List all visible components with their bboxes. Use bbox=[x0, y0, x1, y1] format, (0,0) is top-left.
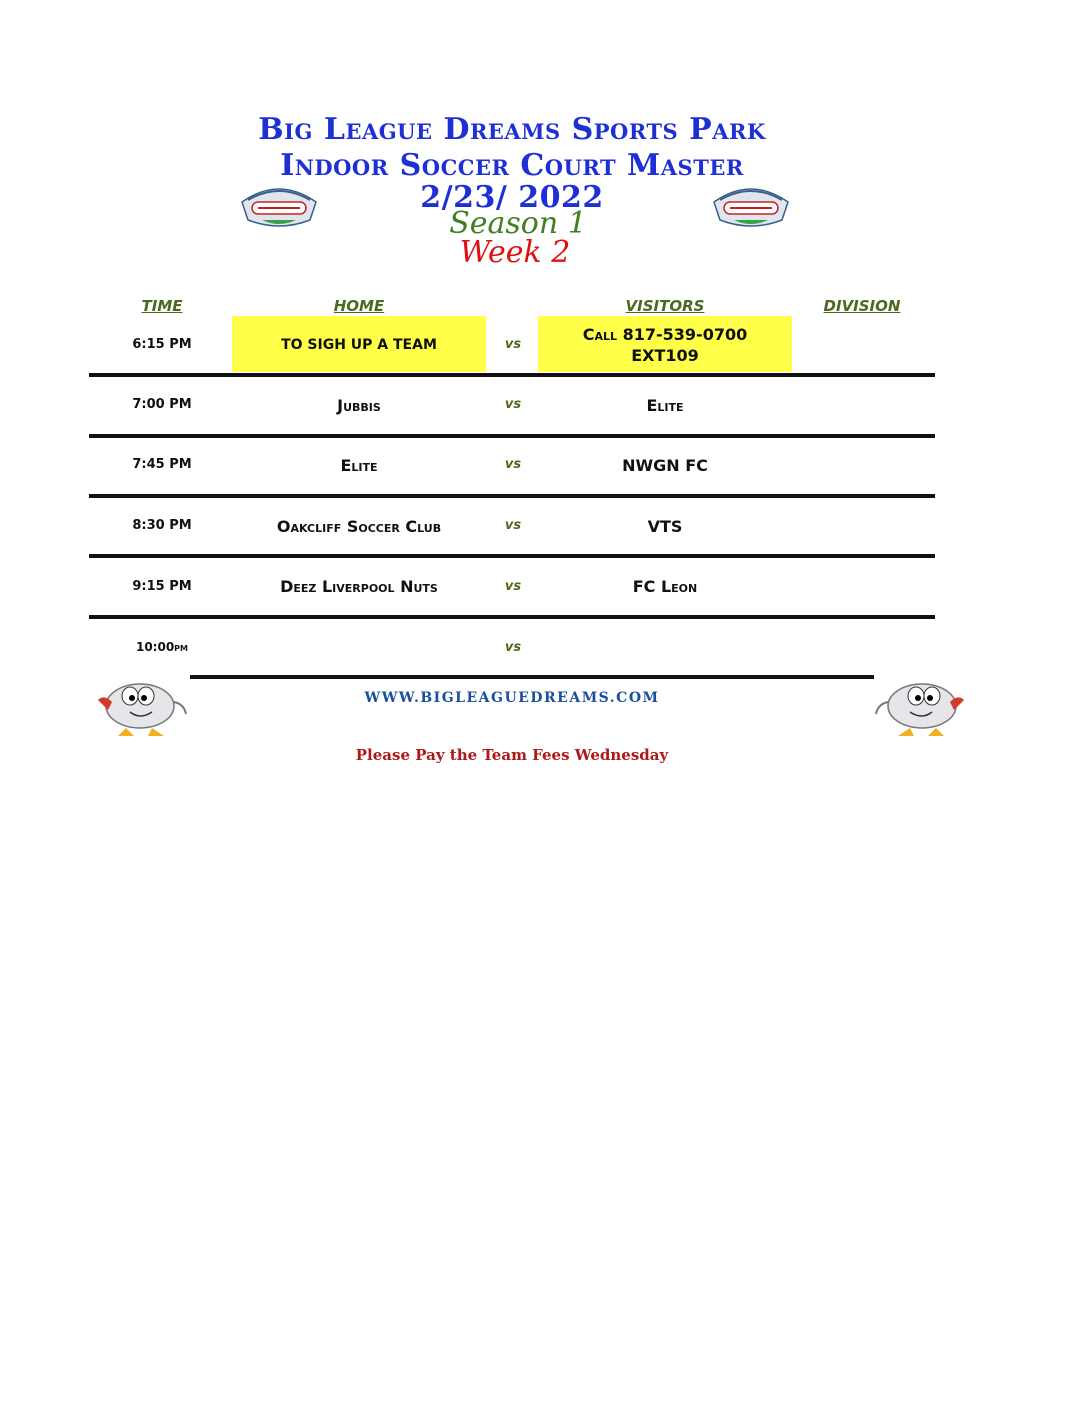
baseball-mascot-left-icon bbox=[90, 674, 190, 740]
title-date: 2/23/ 2022 bbox=[420, 180, 604, 215]
row-divider bbox=[89, 494, 935, 498]
row-divider bbox=[89, 615, 935, 619]
game-vs: vs bbox=[504, 397, 522, 412]
title-court-master: Indoor Soccer Court Master bbox=[280, 148, 744, 183]
row-divider bbox=[89, 554, 935, 558]
game-vs: vs bbox=[504, 579, 522, 594]
game-time: 7:00 PM bbox=[132, 397, 192, 412]
game-time: 10:00pm bbox=[135, 640, 189, 654]
column-header-visitors: VISITORS bbox=[625, 297, 705, 315]
game-visitors-ext: EXT109 bbox=[631, 346, 699, 365]
game-time: 6:15 PM bbox=[132, 337, 192, 352]
game-visitors-team: NWGN FC bbox=[622, 456, 708, 475]
game-home-team: TO SIGH UP A TEAM bbox=[281, 337, 437, 353]
column-header-time: TIME bbox=[141, 297, 183, 315]
game-home-team: Deez Liverpool Nuts bbox=[280, 577, 438, 596]
fees-note: Please Pay the Team Fees Wednesday bbox=[355, 746, 669, 764]
game-home-team: Jubbis bbox=[337, 396, 381, 415]
game-vs: vs bbox=[504, 337, 522, 352]
game-time: 7:45 PM bbox=[132, 457, 192, 472]
game-visitors-team: FC Leon bbox=[632, 577, 698, 596]
season-label: Season 1 bbox=[449, 206, 587, 241]
game-time: 8:30 PM bbox=[132, 518, 192, 533]
row-divider bbox=[89, 434, 935, 438]
stadium-logo-left-icon bbox=[236, 180, 322, 230]
baseball-mascot-right-icon bbox=[872, 674, 972, 740]
game-vs: vs bbox=[504, 457, 522, 472]
game-home-team: Oakcliff Soccer Club bbox=[276, 517, 442, 536]
game-vs: vs bbox=[504, 640, 522, 655]
title-park-name: Big League Dreams Sports Park bbox=[258, 112, 766, 147]
week-label: Week 2 bbox=[459, 235, 571, 270]
game-visitors-team: VTS bbox=[647, 517, 683, 536]
row-divider bbox=[89, 373, 935, 377]
game-visitors-team: Elite bbox=[646, 396, 684, 415]
game-visitors-phone: Call 817-539-0700 bbox=[582, 325, 748, 344]
footer-divider bbox=[190, 675, 874, 679]
stadium-logo-right-icon bbox=[708, 180, 794, 230]
column-header-home: HOME bbox=[333, 297, 385, 315]
website-link[interactable]: WWW.BIGLEAGUEDREAMS.COM bbox=[364, 690, 660, 706]
column-header-division: DIVISION bbox=[823, 297, 901, 315]
game-vs: vs bbox=[504, 518, 522, 533]
game-home-team: Elite bbox=[340, 456, 378, 475]
game-time: 9:15 PM bbox=[132, 579, 192, 594]
